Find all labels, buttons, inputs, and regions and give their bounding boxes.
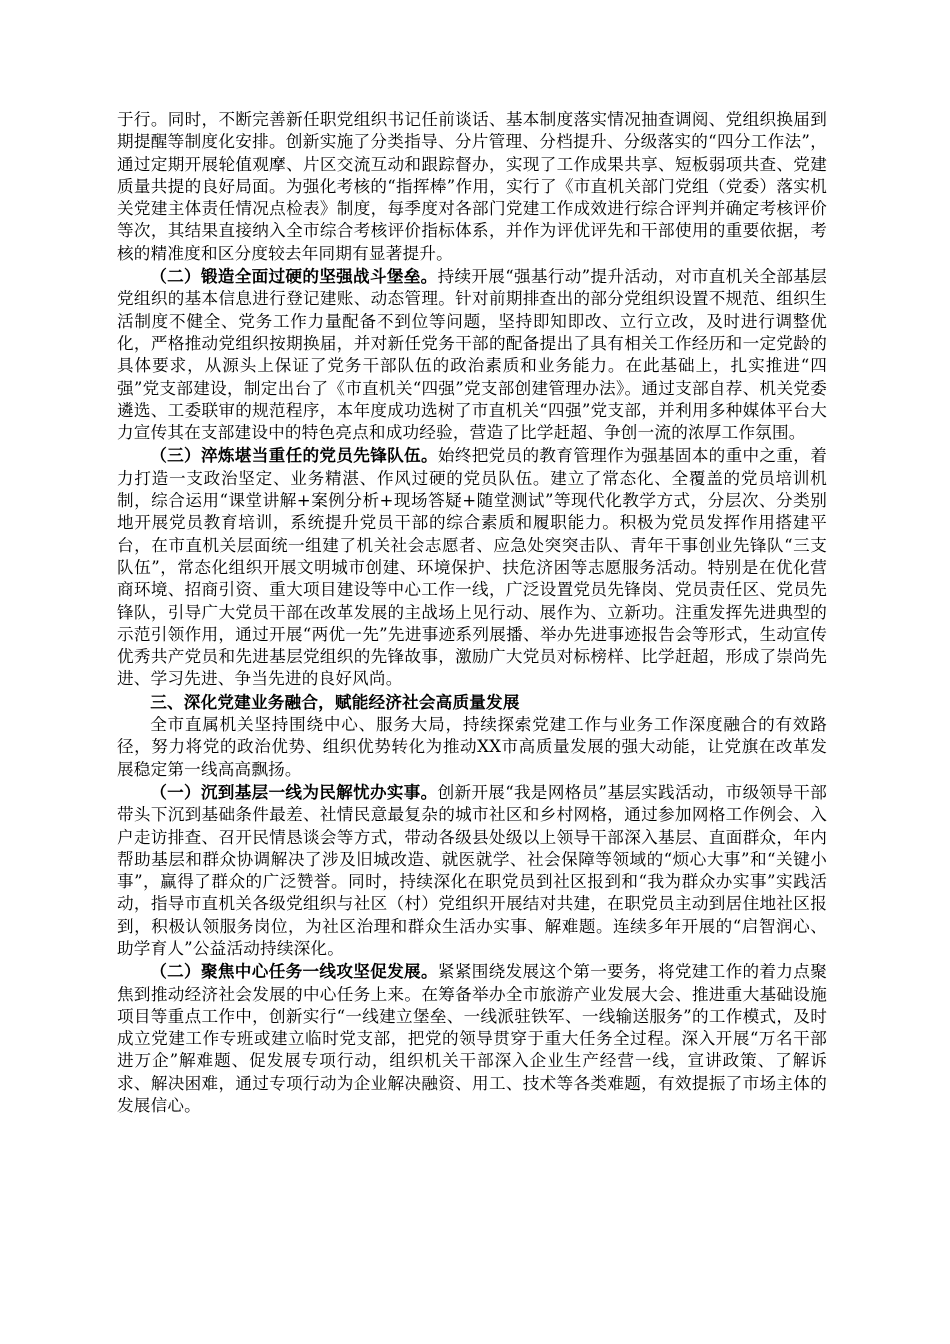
paragraph-section-2-2 xyxy=(117,265,827,444)
paragraph-text: 紧紧围绕发展这个第一要务，将党建工作的着力点聚焦到推动经济社会发展的中心任务上来。在筹备举办全市旅游产业发展大会、推进重大基础设施项目等重点工作中，创新实行“一线建立堡垒、一线派驻铁军、一线输送服务”的工作模式，及时成立党建工作专班或建立临时党支部，把党的领导贯穿于重大任务全过程。深入开展“万名干部进万企”解难题、促发展专项行动，组织机关干部深入企业生产经营一线，宣讲政策、了解诉求、解决困难，通过专项行动为企业解决融资、用工、技术等各类难题，有效提振了市场主体的发展信心。 xyxy=(117,962,827,1116)
paragraph-text: 于行。同时，不断完善新任职党组织书记任前谈话、基本制度落实情况抽查调阅、党组织换届到期提醒等制度化安排。创新实施了分类指导、分片管理、分档提升、分级落实的“四分工作法”，通过定期开展轮值观摩、片区交流互动和跟踪督办，实现了工作成果共享、短板弱项共查、党建质量共提的良好局面。为强化考核的“指挥棒”作用，实行了《市直机关部门党组（党委）落实机关党建主体责任情况点检表》制度，每季度对各部门党建工作成效进行综合评判并确定考核评价等次，其结果直接纳入全市综合考核评价指标体系，并作为评优评先和干部使用的重要依据，考核的精准度和区分度较去年同期有显著提升。 xyxy=(117,110,827,263)
section-heading: （二）锻造全面过硬的坚强战斗堡垒。 xyxy=(150,266,438,287)
paragraph-section-2-3 xyxy=(117,444,827,690)
section-heading: （二）聚焦中心任务一线攻坚促发展。 xyxy=(150,961,438,982)
document-page xyxy=(117,109,827,1117)
paragraph-continuation xyxy=(117,109,827,265)
section-heading: （三）淬炼堪当重任的党员先锋队伍。 xyxy=(150,445,438,466)
chapter-heading: 三、深化党建业务融合，赋能经济社会高质量发展 xyxy=(150,691,520,712)
paragraph-text: 全市直属机关坚持围绕中心、服务大局，持续探索党建工作与业务工作深度融合的有效路径，努力将党的政治优势、组织优势转化为推动XX市高质量发展的强大动能，让党旗在改革发展稳定第一线高高飘扬。 xyxy=(117,715,827,779)
paragraph-section-3-1 xyxy=(117,781,827,960)
section-heading: （一）沉到基层一线为民解忧办实事。 xyxy=(150,781,438,802)
paragraph-chapter-3-intro xyxy=(117,714,827,781)
paragraph-text: 持续开展“强基行动”提升活动，对市直机关全部基层党组织的基本信息进行登记建账、动态管理。针对前期排查出的部分党组织设置不规范、组织生活制度不健全、党务工作力量配备不到位等问题，坚持即知即改、立行立改，及时进行调整优化，严格推动党组织按期换届，并对新任党务干部的配备提出了具有相关工作经历和一定党龄的具体要求，从源头上保证了党务干部队伍的政治素质和业务能力。在此基础上，扎实推进“四强”党支部建设，制定出台了《市直机关“四强”党支部创建管理办法》。通过支部自荐、机关党委遴选、工委联审的规范程序，本年度成功选树了市直机关“四强”党支部，并利用多种媒体平台大力宣传其在支部建设中的特色亮点和成功经验，营造了比学赶超、争创一流的浓厚工作氛围。 xyxy=(117,267,827,443)
chapter-heading-3 xyxy=(117,691,827,714)
paragraph-text: 创新开展“我是网格员”基层实践活动，市级领导干部带头下沉到基础条件最差、社情民意最复杂的城市社区和乡村网格，通过参加网格工作例会、入户走访排查、召开民情恳谈会等方式，带动各级县处级以上领导干部深入基层、直面群众，年内帮助基层和群众协调解决了涉及旧城改造、就医就学、社会保障等领域的“烦心大事”和“关键小事”，赢得了群众的广泛赞誉。同时，持续深化在职党员到社区报到和“我为群众办实事”实践活动，指导市直机关各级党组织与社区（村）党组织开展结对共建，在职党员主动到居住地社区报到，积极认领服务岗位，为社区治理和群众生活办实事、解难题。连续多年开展的“启智润心、助学育人”公益活动持续深化。 xyxy=(117,782,827,958)
paragraph-section-3-2 xyxy=(117,960,827,1117)
paragraph-text: 始终把党员的教育管理作为强基固本的重中之重，着力打造一支政治坚定、业务精湛、作风过硬的党员队伍。建立了常态化、全覆盖的党员培训机制，综合运用“课堂讲解+案例分析+现场答疑+随堂测试”等现代化教学方式，分层次、分类别地开展党员教育培训，系统提升党员干部的综合素质和履职能力。积极为党员发挥作用搭建平台，在市直机关层面统一组建了机关社会志愿者、应急处突突击队、青年干事创业先锋队“三支队伍”，常态化组织开展文明城市创建、环境保护、扶危济困等志愿服务活动。特别是在优化营商环境、招商引资、重大项目建设等中心工作一线，广泛设置党员先锋岗、党员责任区、党员先锋队，引导广大党员干部在改革发展的主战场上见行动、展作为、立新功。注重发挥先进典型的示范引领作用，通过开展“两优一先”先进事迹系列展播、举办先进事迹报告会等形式，生动宣传优秀共产党员和先进基层党组织的先锋故事，激励广大党员对标榜样、比学赶超，形成了崇尚先进、学习先进、争当先进的良好风尚。 xyxy=(117,446,827,689)
